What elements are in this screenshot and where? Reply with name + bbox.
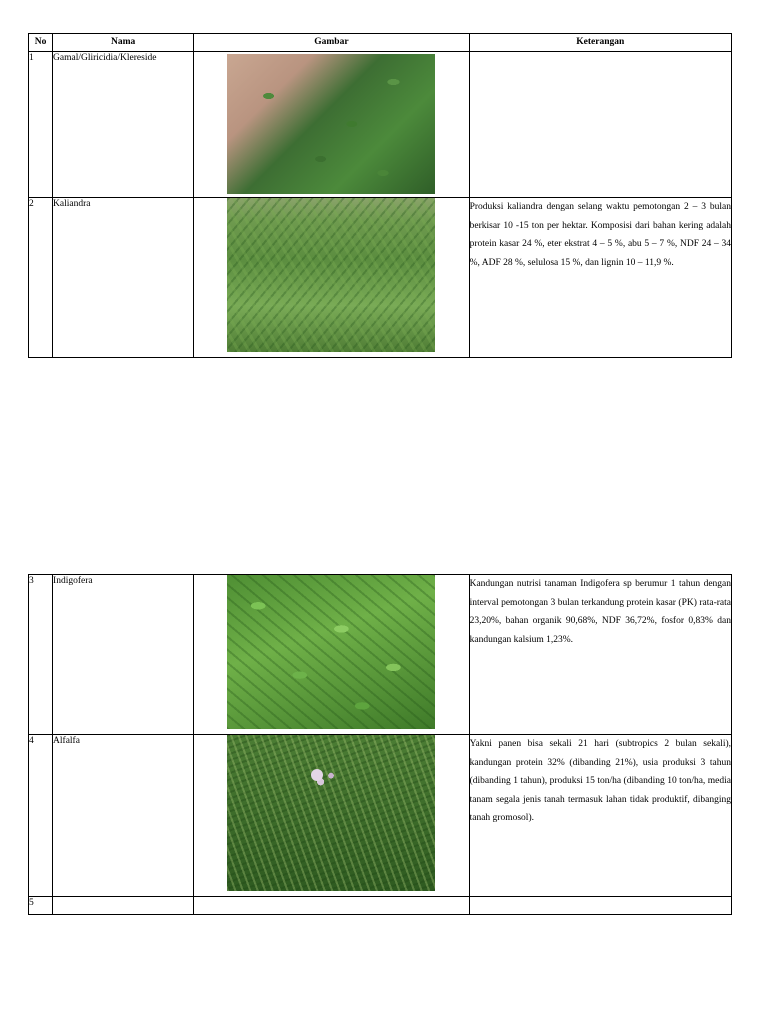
header-row: [29, 34, 732, 52]
row-gambar: [194, 198, 469, 358]
row-nama: Alfalfa: [53, 735, 194, 897]
row-gambar: [194, 735, 469, 897]
kaliandra-field-photo: [227, 198, 435, 352]
row-keterangan: [469, 52, 731, 198]
forage-table-part-2: [28, 574, 732, 915]
row-nama: Kaliandra: [53, 198, 194, 358]
alfalfa-photo: [227, 735, 435, 891]
table-row: [29, 575, 732, 735]
alfalfa-flower: [311, 769, 323, 781]
header-nama: Nama: [53, 34, 194, 52]
header-no: No: [29, 34, 53, 52]
forage-table-part-1: [28, 33, 732, 358]
row-gambar: [194, 575, 469, 735]
table-row: [29, 52, 732, 198]
table-row: [29, 735, 732, 897]
gamal-leaves-photo: [227, 54, 435, 194]
row-gambar: [194, 52, 469, 198]
indigofera-photo: [227, 575, 435, 729]
row-gambar: [194, 897, 469, 915]
header-gambar: Gambar: [194, 34, 469, 52]
row-keterangan: Kandungan nutrisi tanaman Indigofera sp berumur 1 tahun dengan interval pemotongan 3 bulan terkandung protein kasar (PK) rata-rata 23,20%, bahan organik 90,68%, NDF 36,72%, fosfor 0,83% dan kandungan kalsium 1,23%.: [469, 575, 731, 735]
row-no: 4: [29, 735, 53, 897]
row-keterangan: Produksi kaliandra dengan selang waktu pemotongan 2 – 3 bulan berkisar 10 -15 ton per hektar. Komposisi dari bahan kering adalah protein kasar 24 %, eter ekstrat 4 – 5 %, abu 5 – 7 %, NDF 24 – 34 %, ADF 28 %, selulosa 15 %, dan lignin 10 – 11,9 %.: [469, 198, 731, 358]
row-no: 2: [29, 198, 53, 358]
row-nama: Gamal/Gliricidia/Klereside: [53, 52, 194, 198]
row-keterangan: Yakni panen bisa sekali 21 hari (subtropics 2 bulan sekali), kandungan protein 32% (dibanding 21%), usia produksi 3 tahun (dibanding 1 tahun), produksi 15 ton/ha (dibanding 10 ton/ha, media tanam segala jenis tanah termasuk lahan tidak produktif, dibanging tanah gromosol).: [469, 735, 731, 897]
row-no: 3: [29, 575, 53, 735]
row-no: 1: [29, 52, 53, 198]
row-no: 5: [29, 897, 53, 915]
row-nama: Indigofera: [53, 575, 194, 735]
row-keterangan: [469, 897, 731, 915]
table-row: [29, 198, 732, 358]
table-row: [29, 897, 732, 915]
row-nama: [53, 897, 194, 915]
header-keterangan: Keterangan: [469, 34, 731, 52]
